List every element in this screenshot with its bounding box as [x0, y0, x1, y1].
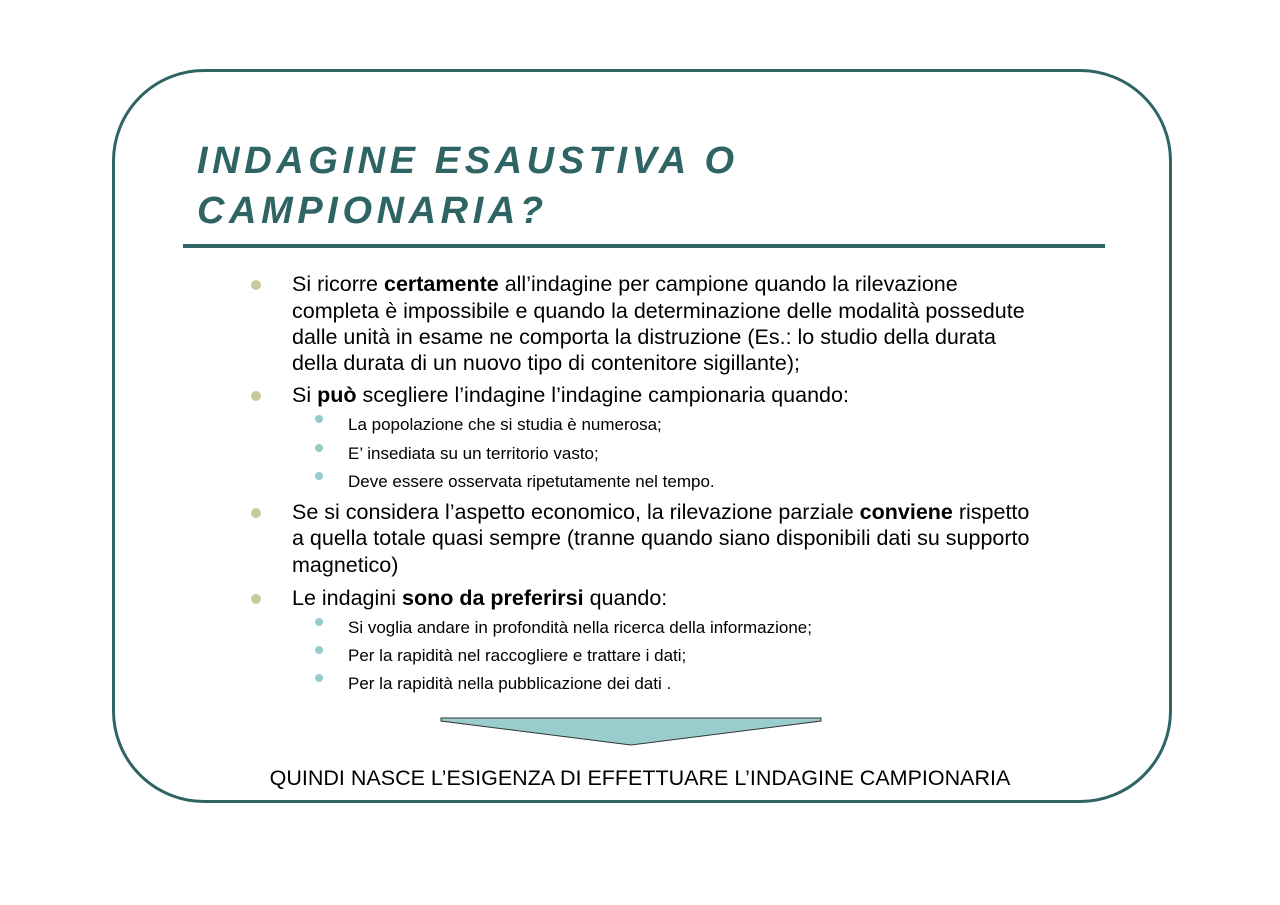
text-segment: Le indagini [292, 586, 402, 610]
text-segment: a quella totale quasi sempre (tranne quando siano disponibili dati su supporto [292, 526, 1030, 550]
title-line-2: CAMPIONARIA? [197, 190, 548, 232]
conclusion-text: QUINDI NASCE L’ESIGENZA DI EFFETTUARE L’INDAGINE CAMPIONARIA [269, 766, 1011, 790]
text-segment: Deve essere osservata ripetutamente nel tempo. [348, 472, 715, 491]
text-segment: scegliere l’indagine l’indagine campionaria quando: [356, 383, 849, 407]
text-segment: magnetico) [292, 553, 399, 577]
text-segment: Si voglia andare in profondità nella ricerca della informazione; [348, 618, 812, 637]
text-segment: Si [292, 383, 318, 407]
text-segment: all’indagine per campione quando la rilevazione [498, 272, 958, 296]
text-segment: Per la rapidità nella pubblicazione dei dati . [348, 674, 672, 693]
bold-text: conviene [859, 500, 953, 524]
bold-text: può [317, 383, 357, 407]
text-segment: E’ insediata su un territorio vasto; [348, 444, 599, 463]
text-segment: quando: [583, 586, 668, 610]
text-segment: completa è impossibile e quando la determinazione delle modalità possedute [292, 299, 1025, 323]
bold-text: certamente [383, 272, 499, 296]
text-segment: Si ricorre [292, 272, 384, 296]
bold-text: sono da preferirsi [401, 586, 584, 610]
text-segment: La popolazione che si studia è numerosa; [348, 415, 662, 434]
text-segment: Se si considera l’aspetto economico, la rilevazione parziale [292, 500, 860, 524]
text-segment: della durata di un nuovo tipo di contenitore sigillante); [292, 351, 800, 375]
text-segment: dalle unità in esame ne comporta la distruzione (Es.: lo studio della durata [292, 325, 996, 349]
text-segment: rispetto [952, 500, 1030, 524]
title-line-1: INDAGINE ESAUSTIVA O [197, 140, 739, 182]
text-segment: Per la rapidità nel raccogliere e trattare i dati; [348, 646, 687, 665]
